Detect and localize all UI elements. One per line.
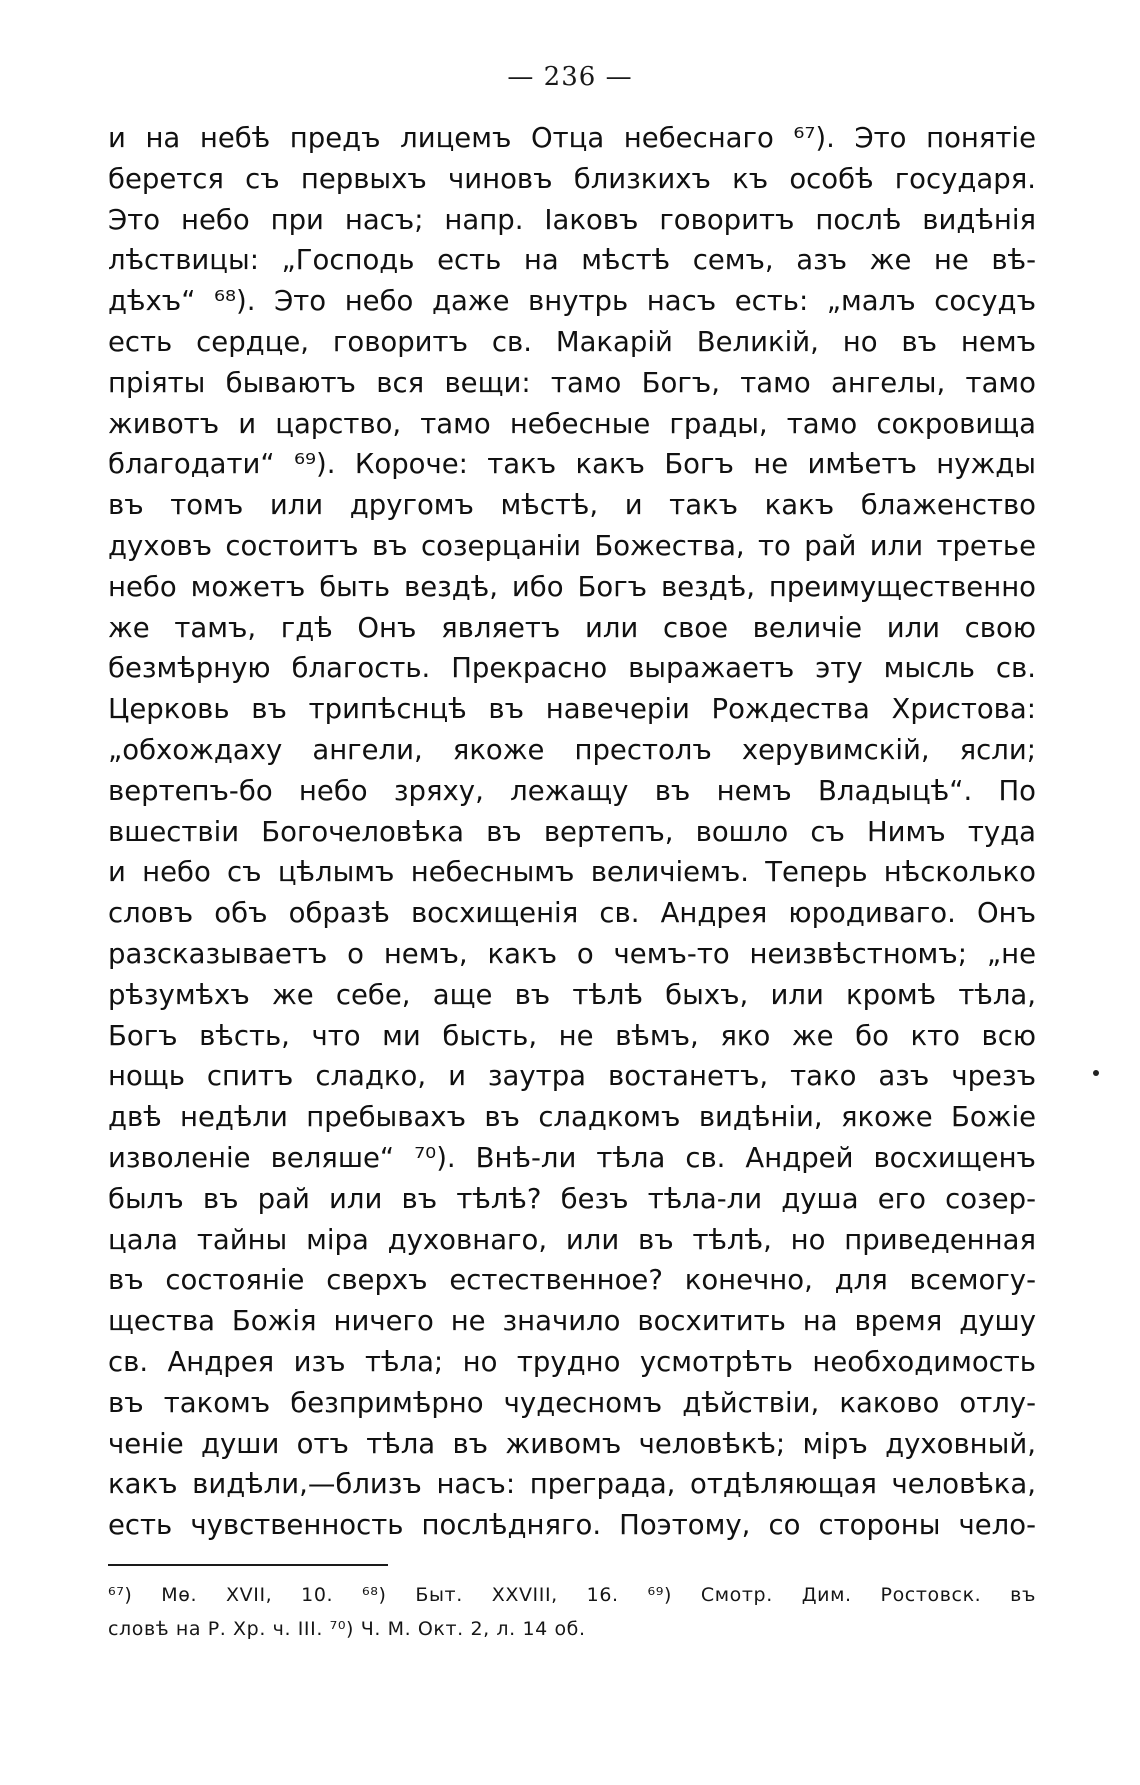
text-line: благодати“ ⁶⁹). Короче: такъ какъ Богъ не имѣетъ нужды: [108, 448, 1036, 481]
text-line: небо можетъ быть вездѣ, ибо Богъ вездѣ, преимущественно: [108, 570, 1036, 603]
text-line: животъ и царство, тамо небесные грады, тамо сокровища: [108, 407, 1036, 440]
text-line: „обхождаху ангели, якоже престолъ херувимскій, ясли;: [108, 733, 1036, 766]
text-line: есть сердце, говоритъ св. Макарій Великій, но въ немъ: [108, 325, 1036, 358]
text-line: цала тайны міра духовнаго, или въ тѣлѣ, но приведенная: [108, 1223, 1036, 1256]
text-line: Церковь въ трипѣснцѣ въ навечеріи Рождества Христова:: [108, 693, 1036, 726]
text-line: ченіе души отъ тѣла въ живомъ человѣкѣ; міръ духовный,: [108, 1427, 1036, 1460]
text-line: щества Божія ничего не значило восхитить на время душу: [108, 1305, 1036, 1338]
text-line: Богъ вѣсть, что ми бысть, не вѣмъ, яко же бо кто всю: [108, 1019, 1036, 1052]
text-line: изволеніе веляше“ ⁷⁰). Внѣ-ли тѣла св. Андрей восхищенъ: [108, 1141, 1036, 1174]
text-line: въ томъ или другомъ мѣстѣ, и такъ какъ блаженство: [108, 489, 1036, 522]
text-line: же тамъ, гдѣ Онъ являетъ или свое величіе или свою: [108, 611, 1036, 644]
text-line: есть чувственность послѣдняго. Поэтому, со стороны чело-: [108, 1509, 1036, 1542]
text-line: словъ объ образѣ восхищенія св. Андрея юродиваго. Онъ: [108, 897, 1036, 930]
text-line: берется съ первыхъ чиновъ близкихъ къ особѣ государя.: [108, 162, 1036, 195]
footnote-line: ⁶⁷) Мѳ. XVII, 10. ⁶⁸) Быт. XXVIII, 16. ⁶⁹) Смотр. Дим. Ростовск. въ: [108, 1584, 1036, 1606]
body-text: [108, 118, 1036, 1546]
footnote-line: словѣ на Р. Хр. ч. III. ⁷⁰) Ч. М. Окт. 2, л. 14 об.: [108, 1618, 586, 1640]
text-line: дѣхъ“ ⁶⁸). Это небо даже внутрь насъ есть: „малъ сосудъ: [108, 285, 1036, 318]
footnote-divider: [108, 1564, 388, 1566]
margin-speck: [1093, 1070, 1099, 1076]
text-line: и на небѣ предъ лицемъ Отца небеснаго ⁶⁷). Это понятіе: [108, 122, 1036, 154]
text-line: разсказываетъ о немъ, какъ о чемъ-то неизвѣстномъ; „не: [108, 937, 1036, 970]
text-line: безмѣрную благость. Прекрасно выражаетъ эту мысль св.: [108, 652, 1036, 685]
text-line: вертепъ-бо небо зряху, лежащу въ немъ Владыцѣ“. По: [108, 774, 1036, 807]
text-line: и небо съ цѣлымъ небеснымъ величіемъ. Теперь нѣсколько: [108, 856, 1036, 889]
text-line: св. Андрея изъ тѣла; но трудно усмотрѣть необходимость: [108, 1345, 1036, 1378]
text-line: рѣзумѣхъ же себе, аще въ тѣлѣ быхъ, или кромѣ тѣла,: [108, 978, 1036, 1011]
text-line: духовъ состоитъ въ созерцаніи Божества, то рай или третье: [108, 529, 1036, 562]
text-line: двѣ недѣли пребывахъ въ сладкомъ видѣніи, якоже Божіе: [108, 1101, 1036, 1134]
text-line: лѣствицы: „Господь есть на мѣстѣ семъ, азъ же не вѣ-: [108, 244, 1036, 277]
text-line: какъ видѣли,—близъ насъ: преграда, отдѣляющая человѣка,: [108, 1468, 1036, 1501]
text-line: Это небо при насъ; напр. Іаковъ говоритъ послѣ видѣнія: [108, 203, 1036, 236]
text-line: въ состояніе сверхъ естественное? конечно, для всемогу-: [108, 1264, 1036, 1297]
footnotes: [108, 1578, 1036, 1646]
text-line: вшествіи Богочеловѣка въ вертепъ, вошло съ Нимъ туда: [108, 815, 1036, 848]
text-line: былъ въ рай или въ тѣлѣ? безъ тѣла-ли душа его созер-: [108, 1182, 1036, 1215]
page-number: — 236 —: [507, 62, 633, 92]
text-line: въ такомъ безпримѣрно чудесномъ дѣйствіи, каково отлу-: [108, 1386, 1036, 1419]
text-line: пріяты бываютъ вся вещи: тамо Богъ, тамо ангелы, тамо: [108, 366, 1036, 399]
text-line: нощь спитъ сладко, и заутра востанетъ, тако азъ чрезъ: [108, 1060, 1036, 1093]
